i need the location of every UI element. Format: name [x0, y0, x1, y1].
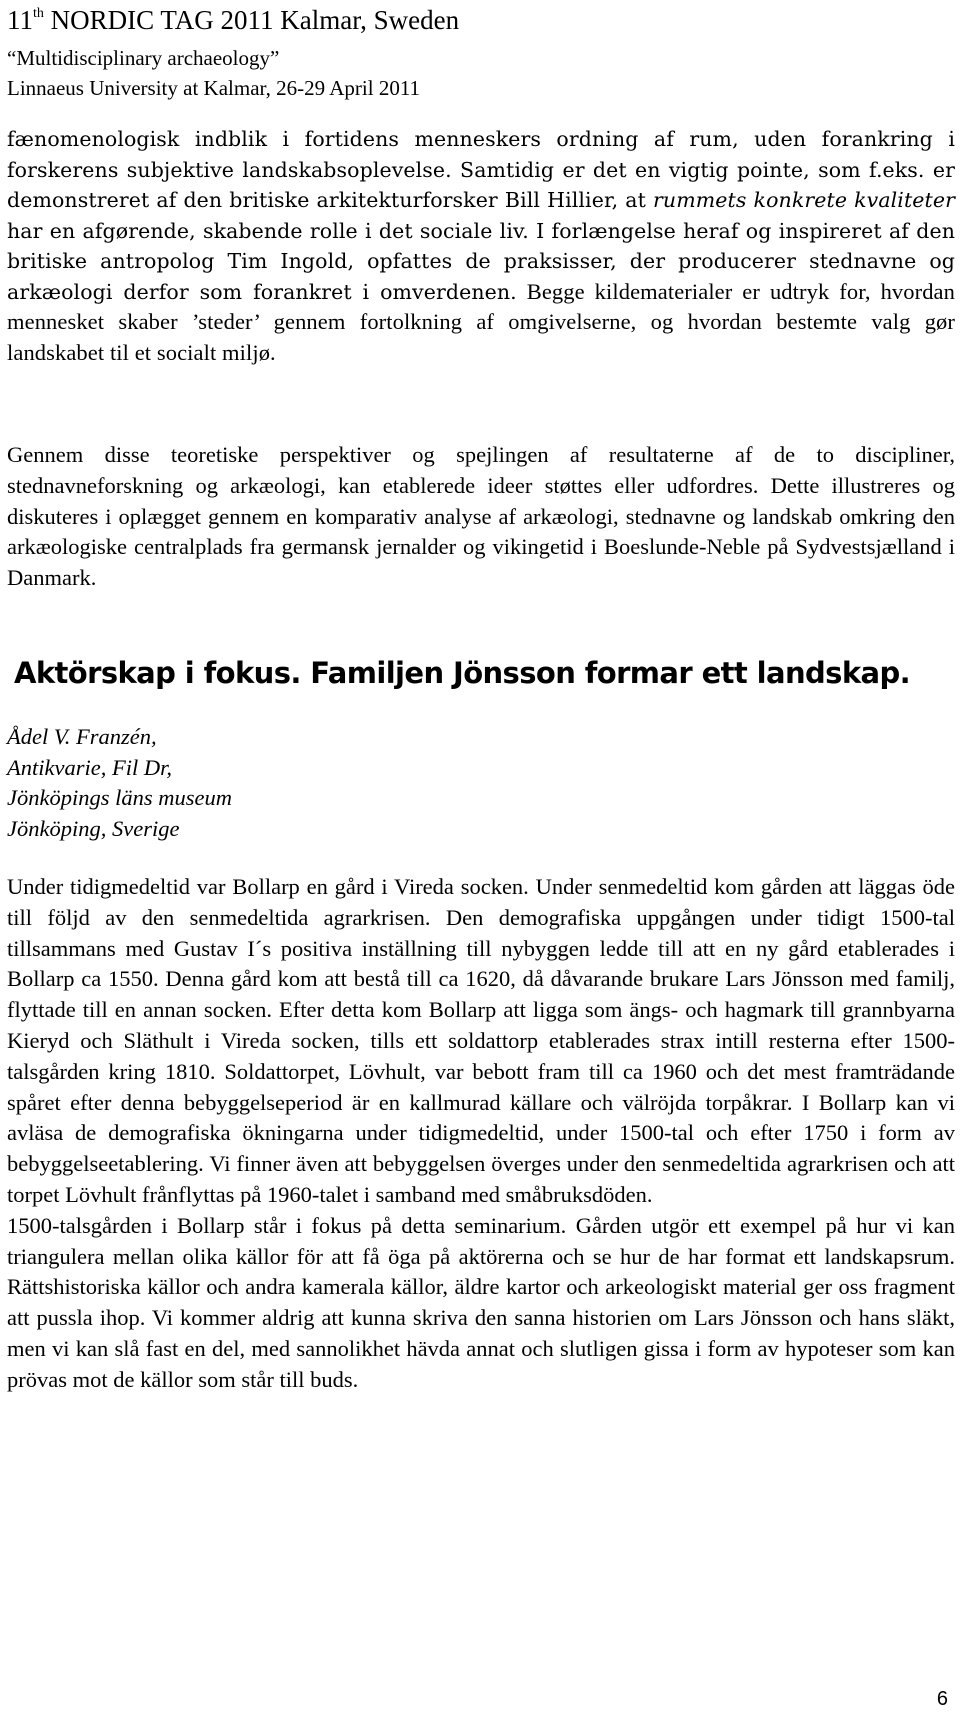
page-header — [7, 2, 907, 103]
paragraph-text: Gennem disse teoretiske perspektiver og spejlingen af resultaterne af de to discipliner, stednavneforskning og arkæologi, kan etablerede ideer støttes eller udfordres. Dette illustreres og diskuteres i oplægget gennem en komparativ analyse af arkæologi, stednavne og landskab omkring den arkæologiske centralplads fra germansk jernalder og vikingetid i Boeslunde-Neble på Sydvestsjælland i Danmark. — [7, 442, 955, 591]
author-location: Jönköping, Sverige — [7, 815, 180, 841]
intro-text — [7, 124, 955, 368]
body-paragraph: Under tidigmedeltid var Bollarp en gård i Vireda socken. Under senmedeltid kom gården att läggas öde till följd av den senmedeltida agrarkrisen. Den demografiska uppgången under tidigt 1500-tal tillsammans med Gustav I´s positiva inställning till nybyggen ledde till att en ny gård etablerades i Bollarp ca 1550. Denna gård kom att bestå till ca 1620, då dåvarande brukare Lars Jönsson med familj, flyttade till en annan socken. Efter detta kom Bollarp att ligga som ängs- och hagmark till grannbyarna Kieryd och Släthult i Vireda socken, tills ett soldattorp etablerades strax intill resterna efter 1500-talsgården kring 1810. Soldattorpet, Lövhult, var bebott fram till ca 1960 och det mest framträdande spåret efter denna bebyggelseperiod är en kallmurad källare och välröjda torpåkrar. I Bollarp kan vi avläsa de demografiska ökningarna under tidigmedeltid, under 1500-tal och efter 1750 i form av bebyggelseetablering. Vi finner även att bebyggelsen överges under den senmedeltida agrarkrisen och att torpet Lövhult frånflyttas på 1960-talet i samband med småbruksdöden. — [7, 874, 955, 1207]
author-block — [7, 722, 607, 844]
intro-italic-phrase: rummets konkrete kvaliteter — [653, 188, 955, 212]
author-institution: Jönköpings läns museum — [7, 785, 232, 810]
author-name: Ådel V. Franzén, — [7, 724, 157, 749]
intro-continuation: Begge kildematerialer er udtryk for, hvordan mennesket skaber ’steder’ gennem fortolkning af omgivelserne, og hvordan bestemte valg gør landskabet til et socialt miljø. — [7, 278, 955, 365]
intro-text-part1: fænomenologisk indblik i fortidens menneskers ordning af rum, uden forankring i forskerens subjektive landskabsoplevelse. Samtidig er det en vigtig pointe, som f.eks. er demonstreret af den britiske arkitekturforsker Bill Hillier, at — [7, 127, 955, 212]
page-number: 6 — [936, 1688, 948, 1710]
author-role: Antikvarie, Fil Dr, — [7, 754, 172, 780]
ordinal-suffix: th — [33, 6, 44, 21]
body-paragraph: 1500-talsgården i Bollarp står i fokus på detta seminarium. Gården utgör ett exempel på hur vi kan triangulera mellan olika källor för att få öga på aktörerna och se hur de har format ett landskapsrum. Rättshistoriska källor och andra kamerala källor, äldre kartor och arkeologiskt material ger oss fragment att pussla ihop. Vi kommer aldrig att kunna skriva den sanna historien om Lars Jönsson och hans släkt, men vi kan slå fast en del, med sannolikhet hävda annat och slutligen gissa i form av hypoteser som kan prövas mot de källor som står till buds. — [7, 1212, 955, 1392]
article-title: Aktörskap i fokus. Familjen Jönsson formar ett landskap. — [14, 656, 911, 690]
ordinal-number: 11 — [7, 5, 33, 35]
intro-text-part2: har en afgørende, skabende rolle i det sociale liv. I forlængelse heraf og inspireret af den britiske antropolog Tim Ingold, opfattes de praksisser, der producerer stednavne og arkæologi derfor som forankret i omverdenen. — [7, 218, 955, 304]
intro-paragraph — [7, 124, 955, 368]
conference-subtitle: “Multidisciplinary archaeology” — [7, 46, 280, 70]
danish-paragraph-2 — [7, 440, 955, 594]
conference-name: NORDIC TAG 2011 Kalmar, Sweden — [43, 5, 460, 35]
conference-title — [7, 2, 907, 44]
conference-venue: Linnaeus University at Kalmar, 26-29 April 2011 — [7, 76, 421, 100]
article-body — [7, 872, 955, 1396]
